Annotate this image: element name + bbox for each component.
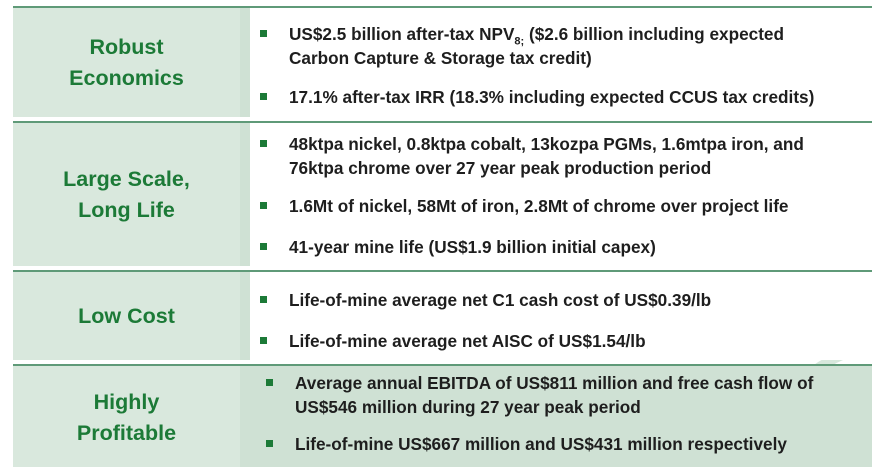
row-highly-profitable	[13, 364, 872, 467]
square-bullet-icon	[260, 93, 267, 100]
bullet-text	[289, 194, 864, 218]
row-body	[250, 123, 872, 266]
row-label	[13, 366, 240, 467]
bullet-text	[289, 288, 864, 312]
square-bullet-icon	[260, 30, 267, 37]
bullet-item	[260, 132, 864, 180]
bullet-line: 1.6Mt of nickel, 58Mt of iron, 2.8Mt of chrome over project life	[289, 196, 789, 216]
subscript-text: 8;	[514, 35, 525, 48]
bullet-line: Life-of-mine US$667 million and US$431 million respectively	[295, 434, 787, 454]
square-bullet-icon	[260, 337, 267, 344]
bullet-text	[289, 235, 864, 259]
bullet-text	[295, 371, 864, 419]
bullet-item	[260, 194, 864, 218]
row-low-cost	[13, 270, 872, 360]
bullet-text	[289, 22, 864, 70]
bullet-item	[260, 235, 864, 259]
bullet-item	[260, 288, 864, 312]
bullet-line: Carbon Capture & Storage tax credit)	[289, 48, 592, 68]
bullet-line	[289, 22, 864, 46]
row-robust-economics	[13, 6, 872, 117]
bullet-item	[266, 371, 864, 419]
bullet-line-text: US$2.5 billion after-tax NPV	[289, 24, 515, 44]
bullet-line: Life-of-mine average net AISC of US$1.54/lb	[289, 331, 646, 351]
bullet-text	[289, 85, 864, 109]
bullet-line: 76ktpa chrome over 27 year peak production period	[289, 158, 712, 178]
bullet-line: 41-year mine life (US$1.9 billion initial capex)	[289, 237, 656, 257]
square-bullet-icon	[260, 243, 267, 250]
bullet-line: 17.1% after-tax IRR (18.3% including expected CCUS tax credits)	[289, 87, 815, 107]
bullet-item	[266, 432, 864, 456]
row-body	[250, 8, 872, 117]
square-bullet-icon	[266, 440, 273, 447]
square-bullet-icon	[260, 140, 267, 147]
bullet-line: Average annual EBITDA of US$811 million and free cash flow of	[295, 373, 814, 393]
square-bullet-icon	[260, 202, 267, 209]
square-bullet-icon	[266, 379, 273, 386]
row-body	[250, 366, 872, 467]
bullet-line: US$546 million during 27 year peak period	[295, 397, 641, 417]
bullet-line: 48ktpa nickel, 0.8ktpa cobalt, 13kozpa PGMs, 1.6mtpa iron, and	[289, 134, 804, 154]
bullet-text	[289, 329, 864, 353]
row-label	[13, 272, 240, 360]
row-label-text: Robust Economics	[69, 34, 184, 90]
bullet-item	[260, 85, 864, 109]
bullet-line-text: ($2.6 billion including expected	[524, 24, 784, 44]
row-label	[13, 8, 240, 117]
bullet-line: Life-of-mine average net C1 cash cost of US$0.39/lb	[289, 290, 712, 310]
row-label-text: Large Scale, Long Life	[63, 166, 190, 222]
bullet-text	[295, 432, 864, 456]
row-body	[250, 272, 872, 360]
row-large-scale-long-life	[13, 121, 872, 266]
bullet-item	[260, 329, 864, 353]
bullet-item	[260, 22, 864, 70]
bullet-text	[289, 132, 864, 180]
row-label	[13, 123, 240, 266]
row-label-text: Low Cost	[78, 303, 175, 328]
row-label-text: Highly Profitable	[76, 389, 177, 445]
square-bullet-icon	[260, 296, 267, 303]
